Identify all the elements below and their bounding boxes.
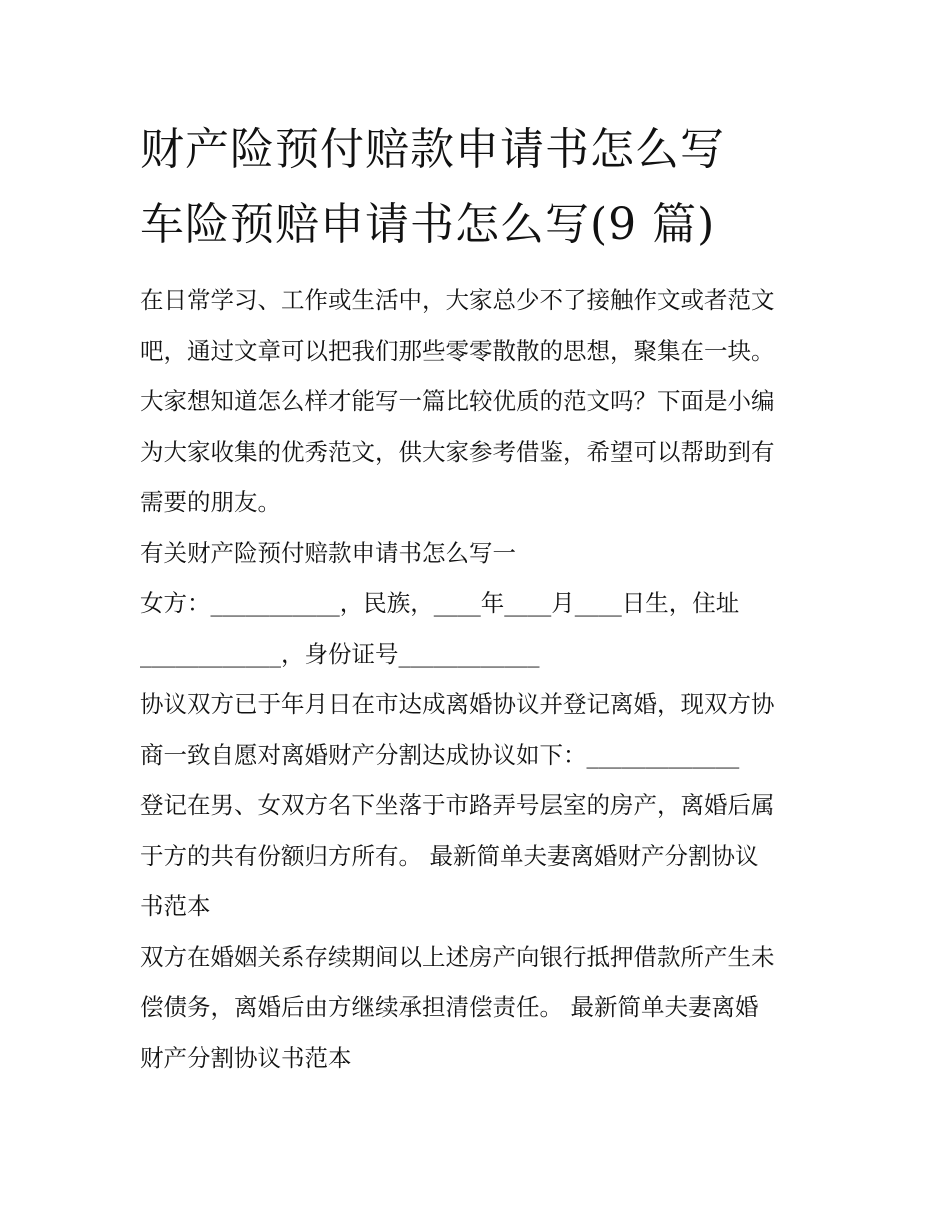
text-line: 吧，通过文章可以把我们那些零零散散的思想，聚集在一块。: [140, 336, 775, 365]
section-heading: [140, 528, 820, 579]
document-page: [140, 112, 820, 1083]
party-info-paragraph: [140, 578, 820, 679]
text-line: 女方：___________，民族，____年____月____日生，住址: [140, 589, 740, 617]
text-line: 偿债务，离婚后由方继续承担清偿责任。 最新简单夫妻离婚: [140, 993, 759, 1021]
intro-paragraph: [140, 275, 820, 528]
text-line: ____________，身份证号____________: [140, 639, 540, 668]
title-line-1: 财产险预付赔款申请书怎么写: [140, 124, 725, 175]
document-title: [140, 112, 820, 262]
text-line: 为大家收集的优秀范文，供大家参考借鉴，希望可以帮助到有: [140, 437, 775, 466]
title-line-2: 车险预赔申请书怎么写(9 篇): [140, 199, 716, 250]
text-line: 财产分割协议书范本: [140, 1043, 352, 1072]
text-line: 书范本: [140, 892, 211, 920]
text-line: 登记在男、女双方名下坐落于市路弄号层室的房产，离婚后属: [140, 791, 775, 819]
text-line: 有关财产险预付赔款申请书怎么写一: [140, 538, 516, 567]
text-line: 双方在婚姻关系存续期间以上述房产向银行抵押借款所产生未: [140, 942, 775, 971]
property-paragraph: [140, 780, 820, 932]
document-body: [140, 275, 820, 1083]
text-line: 于方的共有份额归方所有。 最新简单夫妻离婚财产分割协议: [140, 841, 759, 870]
agreement-paragraph: [140, 679, 820, 780]
text-line: 在日常学习、工作或生活中，大家总少不了接触作文或者范文: [140, 286, 775, 314]
text-line: 大家想知道怎么样才能写一篇比较优质的范文吗？下面是小编: [140, 387, 775, 415]
text-line: 协议双方已于年月日在市达成离婚协议并登记离婚，现双方协: [140, 690, 775, 718]
text-line: 商一致自愿对离婚财产分割达成协议如下：_____________: [140, 740, 740, 769]
debt-paragraph: [140, 932, 820, 1084]
text-line: 需要的朋友。: [140, 488, 281, 516]
